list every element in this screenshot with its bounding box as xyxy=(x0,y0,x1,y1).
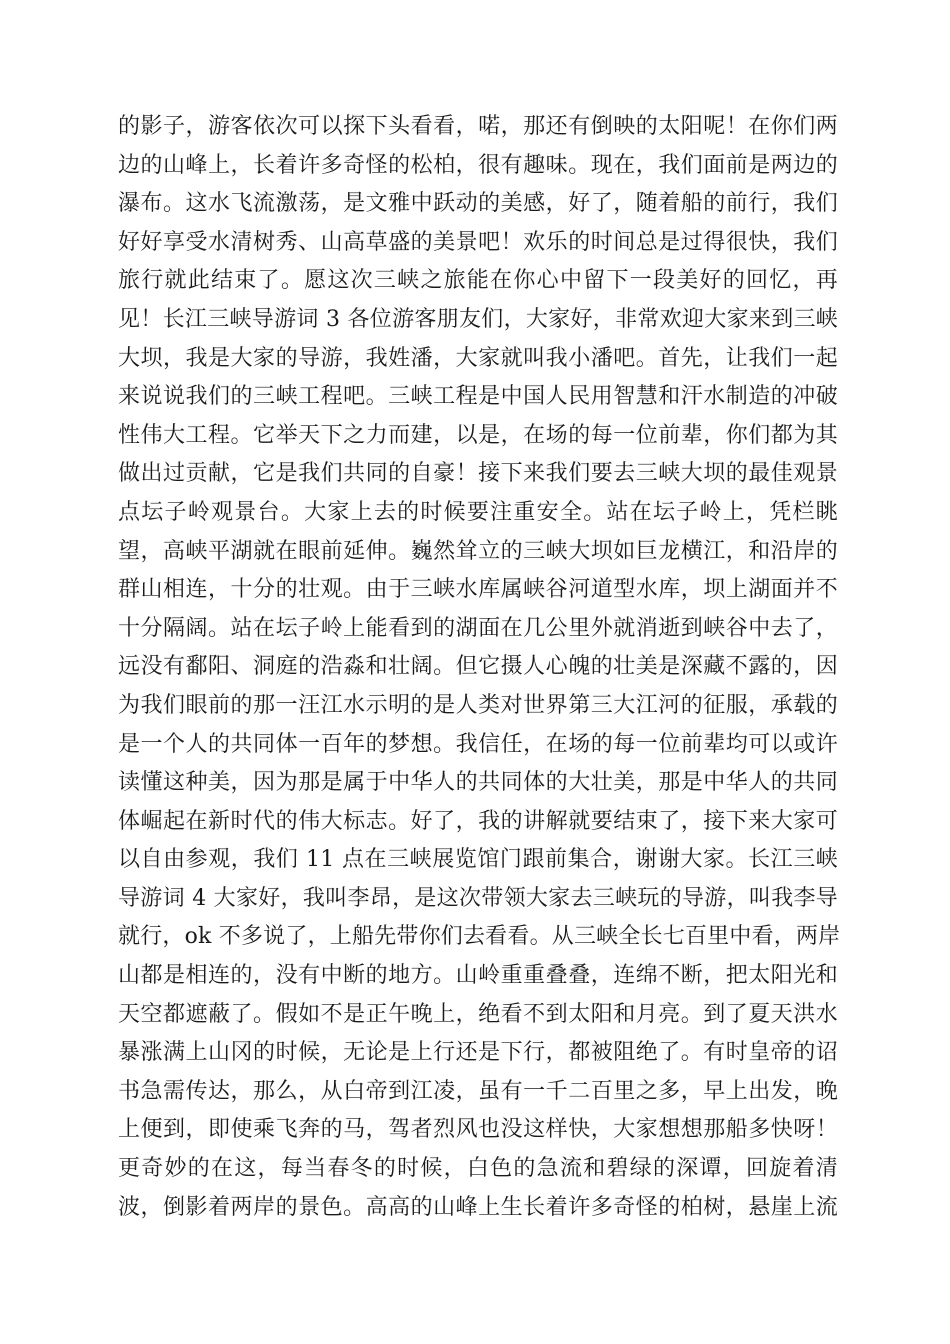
text-line: 体崛起在新时代的伟大标志。好了，我的讲解就要结束了，接下来大家可 xyxy=(118,808,838,834)
text-line: 读懂这种美，因为那是属于中华人的共同体的大壮美，那是中华人的共同 xyxy=(118,770,838,796)
text-line: 做出过贡献，它是我们共同的自豪！接下来我们要去三峡大坝的最佳观景 xyxy=(118,461,838,487)
text-line: 好好享受水清树秀、山高草盛的美景吧！欢乐的时间总是过得很快，我们 xyxy=(118,229,838,255)
text-line: 天空都遮蔽了。假如不是正午晚上，绝看不到太阳和月亮。到了夏天洪水 xyxy=(118,1001,838,1027)
text-line: 以自由参观，我们 11 点在三峡展览馆门跟前集合，谢谢大家。长江三峡 xyxy=(118,847,838,873)
text-line: 的影子，游客依次可以探下头看看，喏，那还有倒映的太阳呢！在你们两 xyxy=(118,114,838,139)
text-line: 波，倒影着两岸的景色。高高的山峰上生长着许多奇怪的柏树，悬崖上流 xyxy=(118,1194,838,1220)
text-line: 望，高峡平湖就在眼前延伸。巍然耸立的三峡大坝如巨龙横江，和沿岸的 xyxy=(118,538,838,564)
body-text xyxy=(118,108,841,1227)
text-line: 来说说我们的三峡工程吧。三峡工程是中国人民用智慧和汗水制造的冲破 xyxy=(118,384,838,410)
text-line: 就行，ok 不多说了，上船先带你们去看看。从三峡全长七百里中看，两岸 xyxy=(118,924,841,950)
text-line: 点坛子岭观景台。大家上去的时候要注重安全。站在坛子岭上，凭栏眺 xyxy=(118,499,838,525)
text-line: 为我们眼前的那一汪江水示明的是人类对世界第三大江河的征服，承载的 xyxy=(118,692,838,718)
text-line: 暴涨满上山冈的时候，无论是上行还是下行，都被阻绝了。有时皇帝的诏 xyxy=(118,1040,838,1066)
text-line: 性伟大工程。它举天下之力而建，以是，在场的每一位前辈，你们都为其 xyxy=(118,422,838,448)
text-line: 边的山峰上，长着许多奇怪的松柏，很有趣味。现在，我们面前是两边的 xyxy=(118,152,838,178)
text-line: 十分隔阔。站在坛子岭上能看到的湖面在几公里外就消逝到峡谷中去了， xyxy=(118,615,838,641)
text-line: 见！长江三峡导游词 3 各位游客朋友们，大家好，非常欢迎大家来到三峡 xyxy=(118,306,838,332)
text-line: 旅行就此结束了。愿这次三峡之旅能在你心中留下一段美好的回忆，再 xyxy=(118,268,838,294)
text-line: 是一个人的共同体一百年的梦想。我信任，在场的每一位前辈均可以或许 xyxy=(118,731,838,757)
text-line: 书急需传达，那么，从白帝到江凌，虽有一千二百里之多，早上出发，晚 xyxy=(118,1078,838,1104)
text-line: 远没有鄱阳、洞庭的浩淼和壮阔。但它摄人心魄的壮美是深藏不露的，因 xyxy=(118,654,838,680)
text-line: 山都是相连的，没有中断的地方。山岭重重叠叠，连绵不断，把太阳光和 xyxy=(118,963,838,989)
text-line: 上便到，即使乘飞奔的马，驾者烈风也没这样快，大家想想那船多快呀！ xyxy=(118,1117,838,1143)
text-line: 导游词 4 大家好，我叫李昂，是这次带领大家去三峡玩的导游，叫我李导 xyxy=(118,885,838,911)
text-line: 群山相连，十分的壮观。由于三峡水库属峡谷河道型水库，坝上湖面并不 xyxy=(118,577,838,603)
text-line: 瀑布。这水飞流激荡，是文雅中跃动的美感，好了，随着船的前行，我们 xyxy=(118,191,838,217)
text-line: 大坝，我是大家的导游，我姓潘，大家就叫我小潘吧。首先，让我们一起 xyxy=(118,345,838,371)
text-line: 更奇妙的在这，每当春冬的时候，白色的急流和碧绿的深谭，回旋着清 xyxy=(118,1156,838,1182)
